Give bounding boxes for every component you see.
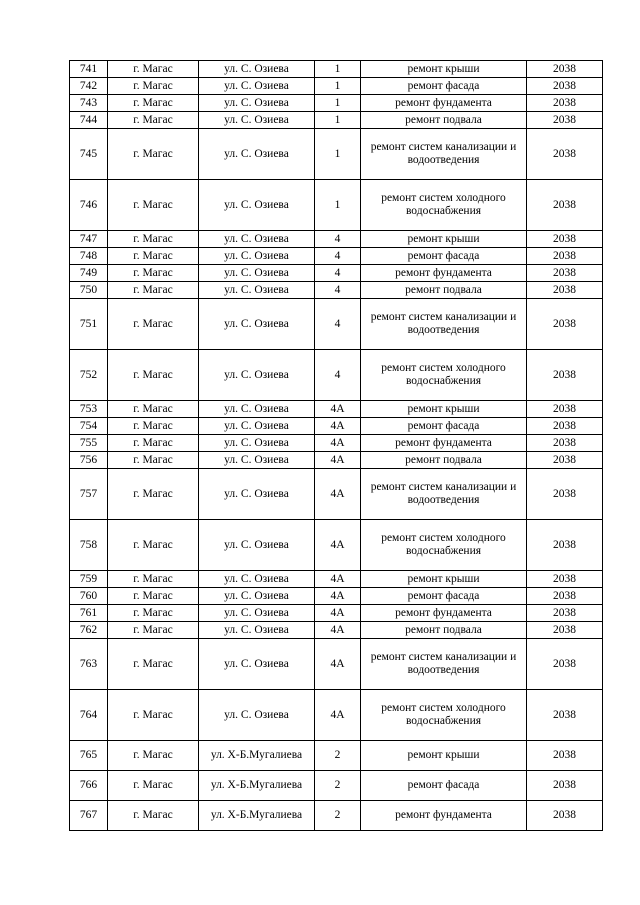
row-number-cell: 752 <box>70 350 108 401</box>
city-cell: г. Магас <box>108 741 199 771</box>
city-cell: г. Магас <box>108 350 199 401</box>
table-row <box>70 452 603 469</box>
year-cell: 2038 <box>527 639 603 690</box>
city-cell: г. Магас <box>108 265 199 282</box>
year-cell: 2038 <box>527 180 603 231</box>
year-cell: 2038 <box>527 622 603 639</box>
work-type-cell: ремонт крыши <box>361 61 527 78</box>
year-cell: 2038 <box>527 248 603 265</box>
row-number-cell: 756 <box>70 452 108 469</box>
year-cell: 2038 <box>527 299 603 350</box>
year-cell: 2038 <box>527 95 603 112</box>
house-number-cell: 2 <box>315 771 361 801</box>
work-type-cell: ремонт систем канализации и водоотведения <box>361 639 527 690</box>
table-row <box>70 639 603 690</box>
row-number-cell: 760 <box>70 588 108 605</box>
city-cell: г. Магас <box>108 771 199 801</box>
row-number-cell: 758 <box>70 520 108 571</box>
city-cell: г. Магас <box>108 112 199 129</box>
street-cell: ул. С. Озиева <box>199 605 315 622</box>
house-number-cell: 4А <box>315 469 361 520</box>
table-row <box>70 112 603 129</box>
work-type-cell: ремонт крыши <box>361 401 527 418</box>
house-number-cell: 4 <box>315 265 361 282</box>
street-cell: ул. Х-Б.Мугалиева <box>199 771 315 801</box>
street-cell: ул. С. Озиева <box>199 112 315 129</box>
year-cell: 2038 <box>527 231 603 248</box>
street-cell: ул. Х-Б.Мугалиева <box>199 741 315 771</box>
row-number-cell: 744 <box>70 112 108 129</box>
house-number-cell: 1 <box>315 78 361 95</box>
house-number-cell: 2 <box>315 801 361 831</box>
work-type-cell: ремонт крыши <box>361 231 527 248</box>
table-row <box>70 129 603 180</box>
year-cell: 2038 <box>527 112 603 129</box>
row-number-cell: 741 <box>70 61 108 78</box>
row-number-cell: 747 <box>70 231 108 248</box>
table-row <box>70 231 603 248</box>
year-cell: 2038 <box>527 129 603 180</box>
year-cell: 2038 <box>527 418 603 435</box>
year-cell: 2038 <box>527 690 603 741</box>
house-number-cell: 4А <box>315 520 361 571</box>
year-cell: 2038 <box>527 741 603 771</box>
street-cell: ул. С. Озиева <box>199 520 315 571</box>
row-number-cell: 750 <box>70 282 108 299</box>
work-type-cell: ремонт подвала <box>361 452 527 469</box>
work-type-cell: ремонт фасада <box>361 588 527 605</box>
street-cell: ул. С. Озиева <box>199 639 315 690</box>
house-number-cell: 4А <box>315 639 361 690</box>
row-number-cell: 746 <box>70 180 108 231</box>
table-row <box>70 622 603 639</box>
house-number-cell: 4А <box>315 571 361 588</box>
table-row <box>70 282 603 299</box>
year-cell: 2038 <box>527 452 603 469</box>
row-number-cell: 748 <box>70 248 108 265</box>
year-cell: 2038 <box>527 265 603 282</box>
table-row <box>70 299 603 350</box>
work-type-cell: ремонт фасада <box>361 248 527 265</box>
street-cell: ул. С. Озиева <box>199 265 315 282</box>
street-cell: ул. С. Озиева <box>199 469 315 520</box>
year-cell: 2038 <box>527 605 603 622</box>
year-cell: 2038 <box>527 61 603 78</box>
row-number-cell: 753 <box>70 401 108 418</box>
house-number-cell: 4А <box>315 401 361 418</box>
street-cell: ул. С. Озиева <box>199 690 315 741</box>
table-row <box>70 61 603 78</box>
city-cell: г. Магас <box>108 299 199 350</box>
year-cell: 2038 <box>527 588 603 605</box>
street-cell: ул. С. Озиева <box>199 248 315 265</box>
house-number-cell: 4А <box>315 435 361 452</box>
city-cell: г. Магас <box>108 801 199 831</box>
city-cell: г. Магас <box>108 401 199 418</box>
year-cell: 2038 <box>527 771 603 801</box>
row-number-cell: 762 <box>70 622 108 639</box>
year-cell: 2038 <box>527 78 603 95</box>
house-number-cell: 1 <box>315 180 361 231</box>
table-row <box>70 469 603 520</box>
table-row <box>70 741 603 771</box>
street-cell: ул. С. Озиева <box>199 78 315 95</box>
city-cell: г. Магас <box>108 452 199 469</box>
row-number-cell: 742 <box>70 78 108 95</box>
street-cell: ул. С. Озиева <box>199 571 315 588</box>
city-cell: г. Магас <box>108 129 199 180</box>
table-row <box>70 801 603 831</box>
table-row <box>70 95 603 112</box>
city-cell: г. Магас <box>108 588 199 605</box>
street-cell: ул. С. Озиева <box>199 282 315 299</box>
table-row <box>70 520 603 571</box>
table-body <box>70 61 603 831</box>
street-cell: ул. С. Озиева <box>199 588 315 605</box>
work-type-cell: ремонт систем холодного водоснабжения <box>361 690 527 741</box>
table-row <box>70 78 603 95</box>
house-number-cell: 4А <box>315 418 361 435</box>
city-cell: г. Магас <box>108 95 199 112</box>
work-type-cell: ремонт фасада <box>361 771 527 801</box>
repair-schedule-table <box>69 60 603 831</box>
table-row <box>70 180 603 231</box>
street-cell: ул. С. Озиева <box>199 622 315 639</box>
city-cell: г. Магас <box>108 180 199 231</box>
year-cell: 2038 <box>527 520 603 571</box>
city-cell: г. Магас <box>108 571 199 588</box>
year-cell: 2038 <box>527 350 603 401</box>
row-number-cell: 749 <box>70 265 108 282</box>
work-type-cell: ремонт систем канализации и водоотведения <box>361 129 527 180</box>
row-number-cell: 754 <box>70 418 108 435</box>
city-cell: г. Магас <box>108 248 199 265</box>
work-type-cell: ремонт крыши <box>361 741 527 771</box>
city-cell: г. Магас <box>108 435 199 452</box>
city-cell: г. Магас <box>108 639 199 690</box>
city-cell: г. Магас <box>108 418 199 435</box>
street-cell: ул. С. Озиева <box>199 350 315 401</box>
work-type-cell: ремонт подвала <box>361 282 527 299</box>
house-number-cell: 4А <box>315 622 361 639</box>
city-cell: г. Магас <box>108 469 199 520</box>
street-cell: ул. С. Озиева <box>199 452 315 469</box>
table-row <box>70 690 603 741</box>
street-cell: ул. С. Озиева <box>199 231 315 248</box>
row-number-cell: 764 <box>70 690 108 741</box>
street-cell: ул. С. Озиева <box>199 95 315 112</box>
row-number-cell: 763 <box>70 639 108 690</box>
house-number-cell: 1 <box>315 129 361 180</box>
year-cell: 2038 <box>527 401 603 418</box>
row-number-cell: 755 <box>70 435 108 452</box>
row-number-cell: 766 <box>70 771 108 801</box>
house-number-cell: 4А <box>315 690 361 741</box>
street-cell: ул. С. Озиева <box>199 61 315 78</box>
work-type-cell: ремонт систем холодного водоснабжения <box>361 520 527 571</box>
year-cell: 2038 <box>527 801 603 831</box>
city-cell: г. Магас <box>108 282 199 299</box>
row-number-cell: 761 <box>70 605 108 622</box>
work-type-cell: ремонт систем холодного водоснабжения <box>361 350 527 401</box>
work-type-cell: ремонт систем холодного водоснабжения <box>361 180 527 231</box>
street-cell: ул. С. Озиева <box>199 401 315 418</box>
work-type-cell: ремонт фасада <box>361 418 527 435</box>
work-type-cell: ремонт крыши <box>361 571 527 588</box>
street-cell: ул. С. Озиева <box>199 299 315 350</box>
work-type-cell: ремонт систем канализации и водоотведения <box>361 469 527 520</box>
work-type-cell: ремонт фундамента <box>361 265 527 282</box>
row-number-cell: 745 <box>70 129 108 180</box>
street-cell: ул. С. Озиева <box>199 180 315 231</box>
street-cell: ул. Х-Б.Мугалиева <box>199 801 315 831</box>
year-cell: 2038 <box>527 282 603 299</box>
row-number-cell: 767 <box>70 801 108 831</box>
row-number-cell: 743 <box>70 95 108 112</box>
work-type-cell: ремонт фундамента <box>361 801 527 831</box>
table-row <box>70 265 603 282</box>
row-number-cell: 757 <box>70 469 108 520</box>
city-cell: г. Магас <box>108 520 199 571</box>
work-type-cell: ремонт систем канализации и водоотведения <box>361 299 527 350</box>
work-type-cell: ремонт фундамента <box>361 95 527 112</box>
city-cell: г. Магас <box>108 231 199 248</box>
house-number-cell: 4А <box>315 605 361 622</box>
house-number-cell: 4 <box>315 231 361 248</box>
house-number-cell: 4 <box>315 350 361 401</box>
year-cell: 2038 <box>527 435 603 452</box>
table-row <box>70 248 603 265</box>
work-type-cell: ремонт фундамента <box>361 435 527 452</box>
year-cell: 2038 <box>527 571 603 588</box>
work-type-cell: ремонт подвала <box>361 622 527 639</box>
table-row <box>70 605 603 622</box>
house-number-cell: 1 <box>315 112 361 129</box>
work-type-cell: ремонт фасада <box>361 78 527 95</box>
city-cell: г. Магас <box>108 690 199 741</box>
city-cell: г. Магас <box>108 605 199 622</box>
house-number-cell: 4А <box>315 452 361 469</box>
table-row <box>70 588 603 605</box>
house-number-cell: 4 <box>315 299 361 350</box>
work-type-cell: ремонт фундамента <box>361 605 527 622</box>
table-row <box>70 771 603 801</box>
table-row <box>70 350 603 401</box>
city-cell: г. Магас <box>108 622 199 639</box>
city-cell: г. Магас <box>108 78 199 95</box>
table-row <box>70 401 603 418</box>
house-number-cell: 2 <box>315 741 361 771</box>
row-number-cell: 751 <box>70 299 108 350</box>
row-number-cell: 765 <box>70 741 108 771</box>
house-number-cell: 4А <box>315 588 361 605</box>
year-cell: 2038 <box>527 469 603 520</box>
street-cell: ул. С. Озиева <box>199 129 315 180</box>
house-number-cell: 1 <box>315 61 361 78</box>
table-row <box>70 571 603 588</box>
city-cell: г. Магас <box>108 61 199 78</box>
house-number-cell: 4 <box>315 248 361 265</box>
table-row <box>70 418 603 435</box>
work-type-cell: ремонт подвала <box>361 112 527 129</box>
house-number-cell: 1 <box>315 95 361 112</box>
row-number-cell: 759 <box>70 571 108 588</box>
street-cell: ул. С. Озиева <box>199 418 315 435</box>
house-number-cell: 4 <box>315 282 361 299</box>
street-cell: ул. С. Озиева <box>199 435 315 452</box>
table-row <box>70 435 603 452</box>
